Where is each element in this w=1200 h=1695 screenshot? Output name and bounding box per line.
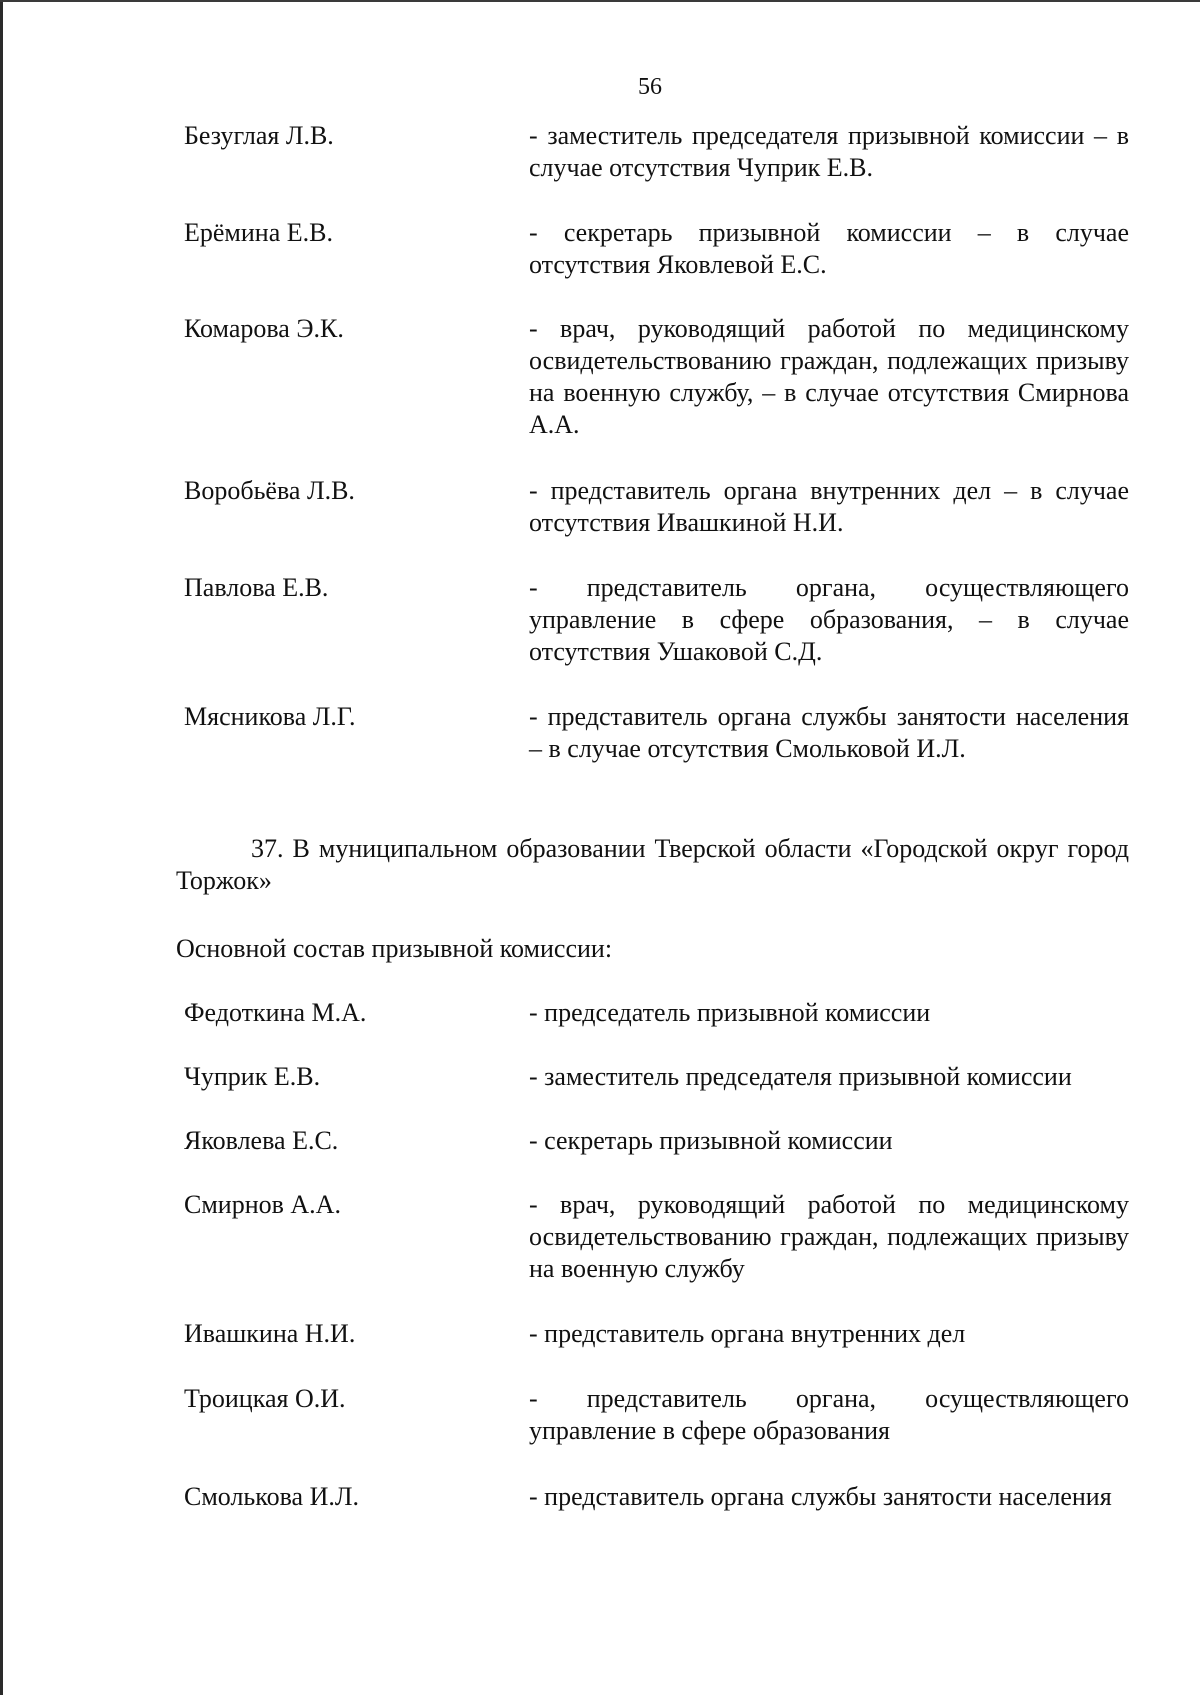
member-role: - представитель органа, осуществляющего управление в сфере образования, – в случае отсутствия Ушаковой С.Д. xyxy=(529,573,1129,666)
member-name: Смирнов А.А. xyxy=(184,1190,341,1219)
member-role: - врач, руководящий работой по медицинскому освидетельствованию граждан, подлежащих призыву на военную службу, – в случае отсутствия Смирнова А.А. xyxy=(529,314,1129,439)
member-name: Чуприк Е.В. xyxy=(184,1062,321,1091)
member-name: Павлова Е.В. xyxy=(184,573,329,602)
member-name: Ивашкина Н.И. xyxy=(184,1319,356,1348)
section-paragraph: 37. В муниципальном образовании Тверской области «Городской округ город Торжок» xyxy=(176,834,1129,895)
member-role: - представитель органа внутренних дел – в случае отсутствия Ивашкиной Н.И. xyxy=(529,476,1129,537)
member-name: Яковлева Е.С. xyxy=(184,1126,339,1155)
member-role: - представитель органа службы занятости населения xyxy=(529,1482,1112,1511)
scan-edge-left xyxy=(0,0,3,1695)
member-role: - секретарь призывной комиссии – в случае отсутствия Яковлевой Е.С. xyxy=(529,218,1129,279)
member-role: - заместитель председателя призывной комиссии xyxy=(529,1062,1072,1091)
member-name: Мясникова Л.Г. xyxy=(184,702,356,731)
main-composition-heading: Основной состав призывной комиссии: xyxy=(176,934,613,963)
page-number: 56 xyxy=(638,74,662,100)
member-role: - врач, руководящий работой по медицинскому освидетельствованию граждан, подлежащих призыву на военную службу xyxy=(529,1190,1129,1283)
member-role: - заместитель председателя призывной комиссии – в случае отсутствия Чуприк Е.В. xyxy=(529,121,1129,182)
member-role: - председатель призывной комиссии xyxy=(529,998,931,1027)
scan-edge-top xyxy=(0,0,1200,2)
member-name: Смолькова И.Л. xyxy=(184,1482,359,1511)
member-name: Ерёмина Е.В. xyxy=(184,218,333,247)
member-role: - представитель органа, осуществляющего управление в сфере образования xyxy=(529,1384,1129,1445)
member-name: Воробьёва Л.В. xyxy=(184,476,355,505)
member-name: Безуглая Л.В. xyxy=(184,121,334,150)
member-name: Федоткина М.А. xyxy=(184,998,367,1027)
member-name: Троицкая О.И. xyxy=(184,1384,346,1413)
member-role: - секретарь призывной комиссии xyxy=(529,1126,893,1155)
member-name: Комарова Э.К. xyxy=(184,314,344,343)
member-role: - представитель органа службы занятости населения – в случае отсутствия Смольковой И.Л. xyxy=(529,702,1129,763)
member-role: - представитель органа внутренних дел xyxy=(529,1319,966,1348)
